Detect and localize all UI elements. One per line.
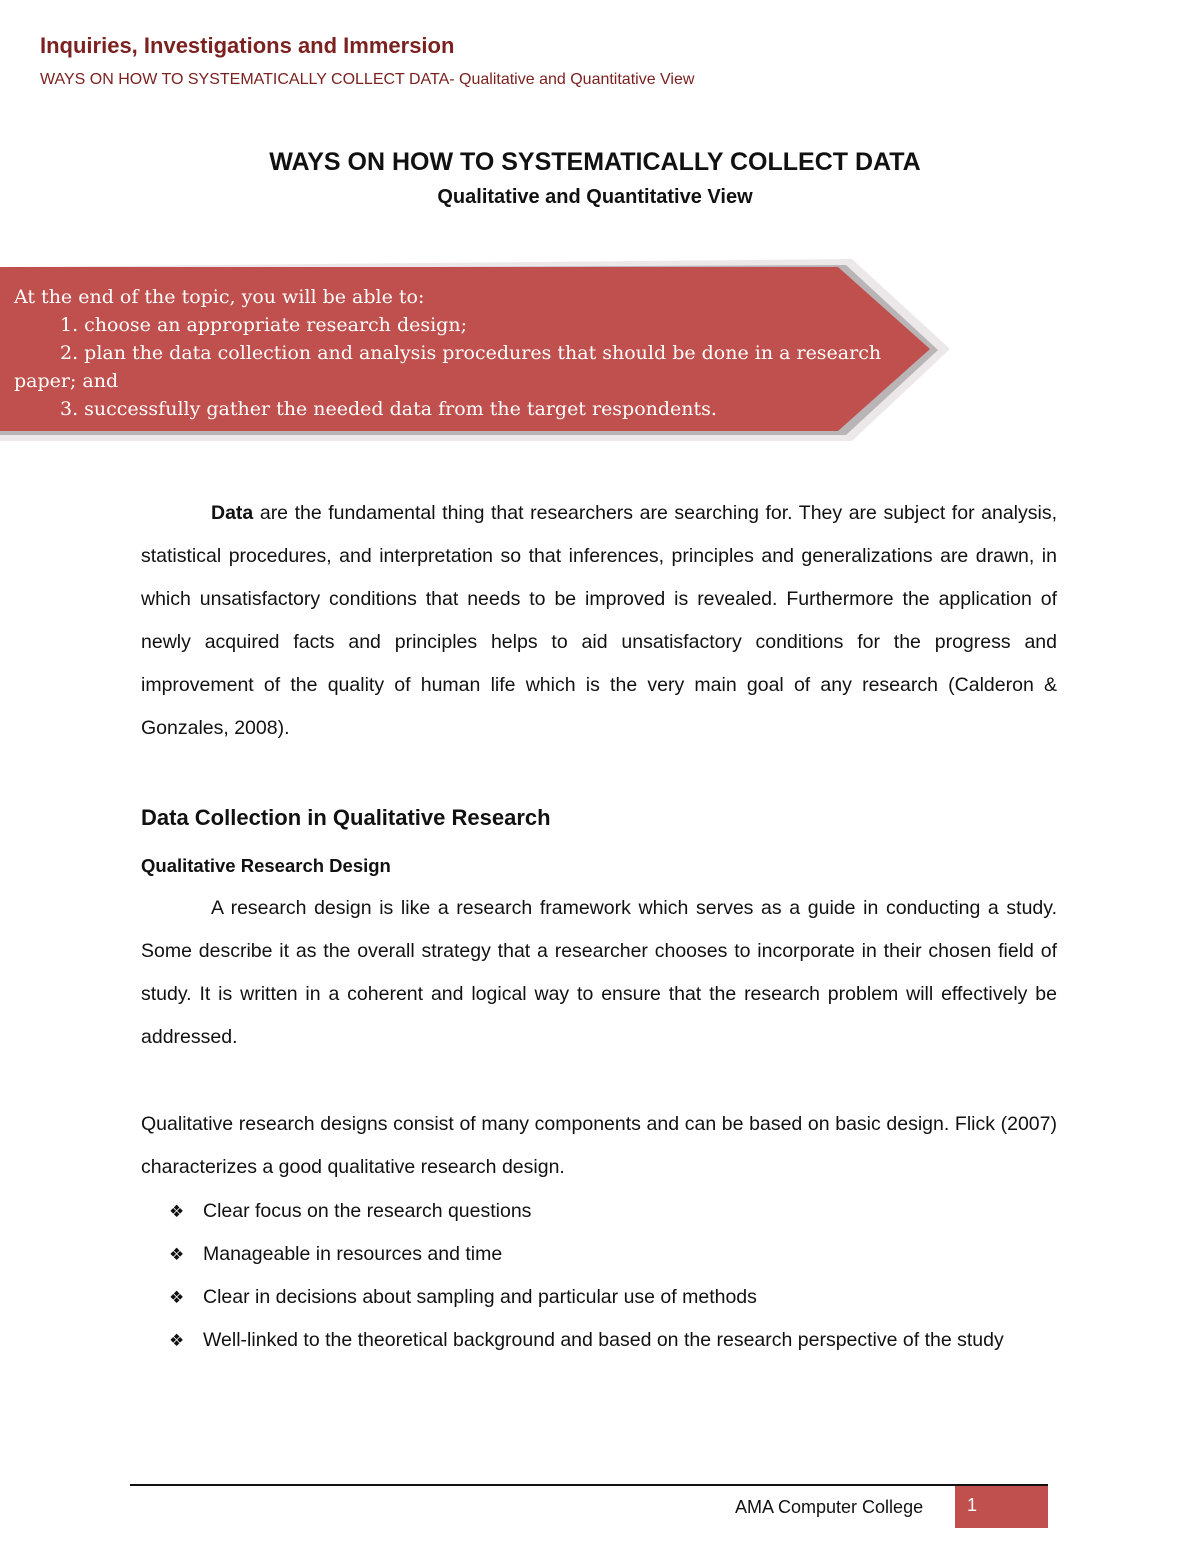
learning-objectives	[14, 283, 924, 423]
footer-college-name: AMA Computer College	[735, 1497, 924, 1517]
objective-item-1: 1. choose an appropriate research design;	[60, 314, 467, 336]
list-item-text: Clear focus on the research questions	[203, 1200, 532, 1222]
list-item	[141, 1233, 1057, 1276]
diamond-bullet-icon: ❖	[169, 1288, 185, 1307]
list-item-text: Clear in decisions about sampling and particular use of methods	[203, 1286, 757, 1308]
objective-item-3: 3. successfully gather the needed data from the target respondents.	[60, 398, 717, 420]
diamond-bullet-icon: ❖	[169, 1331, 185, 1350]
running-header-title: Inquiries, Investigations and Immersion	[40, 33, 455, 58]
research-design-paragraph: A research design is like a research framework which serves as a guide in conducting a study. Some describe it as the overall strategy that a researcher chooses to incorporate in their chosen field of study. It is written in a coherent and logical way to ensure that the research problem will effectively be addressed.	[141, 897, 1057, 1048]
objectives-intro: At the end of the topic, you will be able to:	[14, 286, 425, 308]
data-term: Data	[211, 502, 254, 524]
diamond-bullet-icon: ❖	[169, 1245, 185, 1264]
footer-divider	[130, 1484, 1048, 1486]
list-item	[141, 1319, 1057, 1362]
list-item	[141, 1190, 1057, 1233]
subsection-heading: Qualitative Research Design	[141, 855, 391, 876]
list-item-text: Manageable in resources and time	[203, 1243, 503, 1265]
page-number: 1	[955, 1486, 1048, 1528]
diamond-bullet-icon: ❖	[169, 1202, 185, 1221]
objective-item-2-continued: paper; and	[14, 370, 119, 392]
document-title: WAYS ON HOW TO SYSTEMATICALLY COLLECT DATA	[269, 148, 921, 176]
list-item	[141, 1276, 1057, 1319]
running-header-subtitle: WAYS ON HOW TO SYSTEMATICALLY COLLECT DATA- Qualitative and Quantitative View	[40, 71, 695, 88]
intro-paragraph	[141, 492, 1057, 750]
design-characteristics-list	[141, 1190, 1057, 1362]
list-item-text: Well-linked to the theoretical background and based on the research perspective of the study	[203, 1329, 1004, 1351]
section-heading: Data Collection in Qualitative Research	[141, 805, 551, 830]
objective-item-2: 2. plan the data collection and analysis procedures that should be done in a research	[60, 342, 882, 364]
qualitative-design-paragraph: Qualitative research designs consist of many components and can be based on basic design. Flick (2007) characterizes a good qualitative research design.	[141, 1113, 1057, 1178]
intro-paragraph-text: are the fundamental thing that researchers are searching for. They are subject for analysis, statistical procedures, and interpretation so that inferences, principles and generalizations are drawn, in which unsatisfactory conditions that needs to be improved is revealed. Furthermore the application of newly acquired facts and principles helps to aid unsatisfactory conditions for the progress and improvement of the quality of human life which is the very main goal of any research (Calderon & Gonzales, 2008).	[141, 502, 1057, 739]
document-subtitle: Qualitative and Quantitative View	[437, 186, 753, 208]
